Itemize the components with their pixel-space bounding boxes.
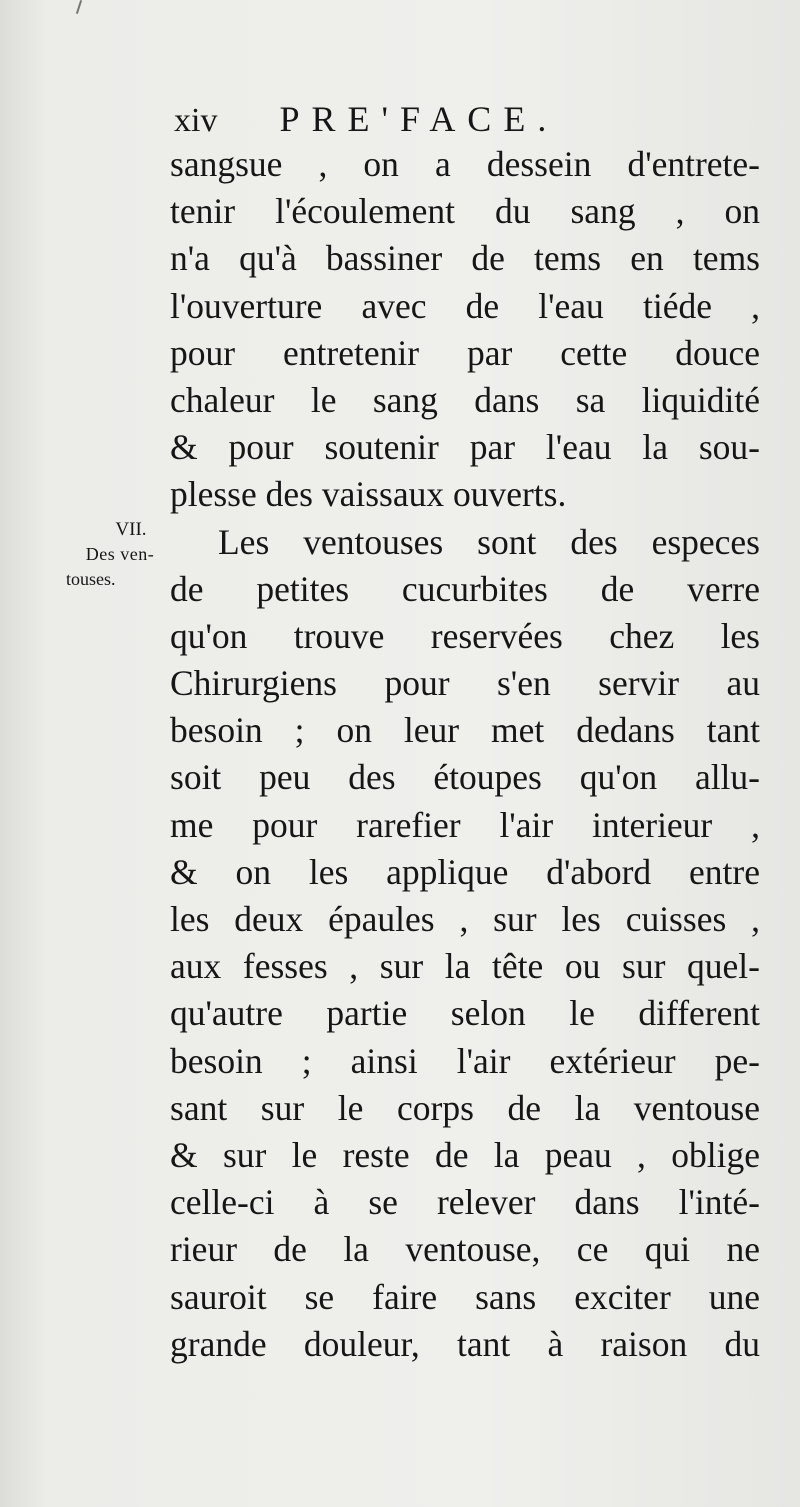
corner-ink-mark — [76, 0, 82, 14]
text-line: sauroit se faire sans exciter une — [170, 1276, 760, 1317]
text-line: Chirurgiens pour s'en servir au — [170, 663, 760, 704]
page-header — [174, 98, 558, 144]
text-line: grande douleur, tant à raison du — [170, 1323, 760, 1364]
page-number: xiv — [174, 102, 218, 139]
marginal-note-line: touses. — [66, 569, 116, 589]
text-line: soit peu des étoupes qu'on allu- — [170, 757, 760, 798]
text-line: l'ouverture avec de l'eau tiéde , — [170, 285, 760, 326]
text-line: sangsue , on a dessein d'entrete- — [170, 144, 760, 184]
text-line: chaleur le sang dans sa liquidité — [170, 379, 760, 420]
running-title: PRE'FACE. — [279, 99, 559, 139]
text-line: les deux épaules , sur les cuisses , — [170, 899, 760, 939]
marginal-note-number: VII. — [115, 519, 147, 540]
text-line: besoin ; on leur met dedans tant — [170, 710, 760, 751]
text-line: & sur le reste de la peau , oblige — [170, 1134, 760, 1175]
marginal-note-line: Des ven- — [85, 544, 155, 564]
text-line: tenir l'écoulement du sang , on — [170, 191, 760, 232]
text-line: qu'on trouve reservées chez les — [170, 615, 760, 656]
text-line: n'a qu'à bassiner de tems en tems — [170, 238, 760, 279]
text-line: de petites cucurbites de verre — [170, 568, 760, 609]
text-line: plesse des vaissaux ouverts. — [170, 474, 567, 515]
text-line: pour entretenir par cette douce — [170, 332, 760, 373]
text-line: aux fesses , sur la tête ou sur quel- — [170, 946, 760, 987]
text-line: rieur de la ventouse, ce qui ne — [170, 1229, 760, 1270]
body-text — [170, 141, 760, 1368]
text-line: Les ventouses sont des especes — [218, 521, 760, 562]
text-line: sant sur le corps de la ventouse — [170, 1087, 760, 1128]
text-line: & pour soutenir par l'eau la sou- — [170, 427, 760, 468]
text-line: me pour rarefier l'air interieur , — [170, 804, 760, 845]
text-line: celle-ci à se relever dans l'inté- — [170, 1182, 760, 1223]
text-line: qu'autre partie selon le different — [170, 993, 760, 1034]
text-line: & on les applique d'abord entre — [170, 851, 760, 892]
text-line: besoin ; ainsi l'air extérieur pe- — [170, 1040, 760, 1081]
marginal-note — [64, 517, 168, 592]
